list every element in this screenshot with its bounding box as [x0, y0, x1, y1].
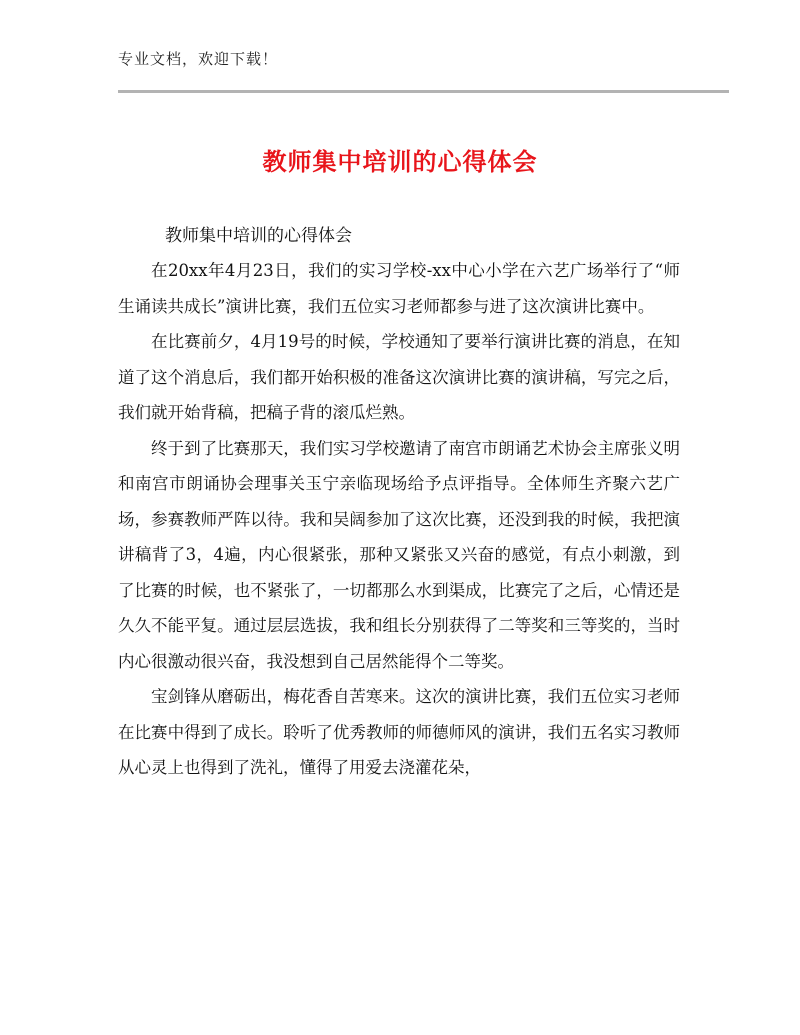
document-body: [118, 253, 680, 786]
page-header-text: 专业文档，欢迎下载！: [118, 50, 279, 68]
body-paragraph-4: 宝剑锋从磨砺出，梅花香自苦寒来。这次的演讲比赛，我们五位实习老师在比赛中得到了成长。聆听了优秀教师的师德师风的演讲，我们五名实习教师从心灵上也得到了洗礼，懂得了用爱去浇灌花朵，: [118, 687, 680, 777]
document-title: 教师集中培训的心得体会: [262, 148, 538, 176]
header-divider: [118, 90, 729, 93]
body-paragraph-2: 在比赛前夕，4月19号的时候，学校通知了要举行演讲比赛的消息，在知道了这个消息后，我们都开始积极的准备这次演讲比赛的演讲稿，写完之后，我们就开始背稿，把稿子背的滚瓜烂熟。: [118, 332, 680, 422]
document-subtitle: 教师集中培训的心得体会: [165, 226, 352, 246]
body-paragraph-1: 在20xx年4月23日，我们的实习学校-xx中心小学在六艺广场举行了“师生诵读共成长”演讲比赛，我们五位实习老师都参与进了这次演讲比赛中。: [118, 261, 680, 316]
body-paragraph-3: 终于到了比赛那天，我们实习学校邀请了南宫市朗诵艺术协会主席张义明和南宫市朗诵协会理事关玉宁亲临现场给予点评指导。全体师生齐聚六艺广场，参赛教师严阵以待。我和吴阔参加了这次比赛，还没到我的时候，我把演讲稿背了3，4遍，内心很紧张，那种又紧张又兴奋的感觉，有点小刺激，到了比赛的时候，也不紧张了，一切都那么水到渠成，比赛完了之后，心情还是久久不能平复。通过层层选拔，我和组长分别获得了二等奖和三等奖的，当时内心很激动很兴奋，我没想到自己居然能得个二等奖。: [118, 438, 680, 671]
